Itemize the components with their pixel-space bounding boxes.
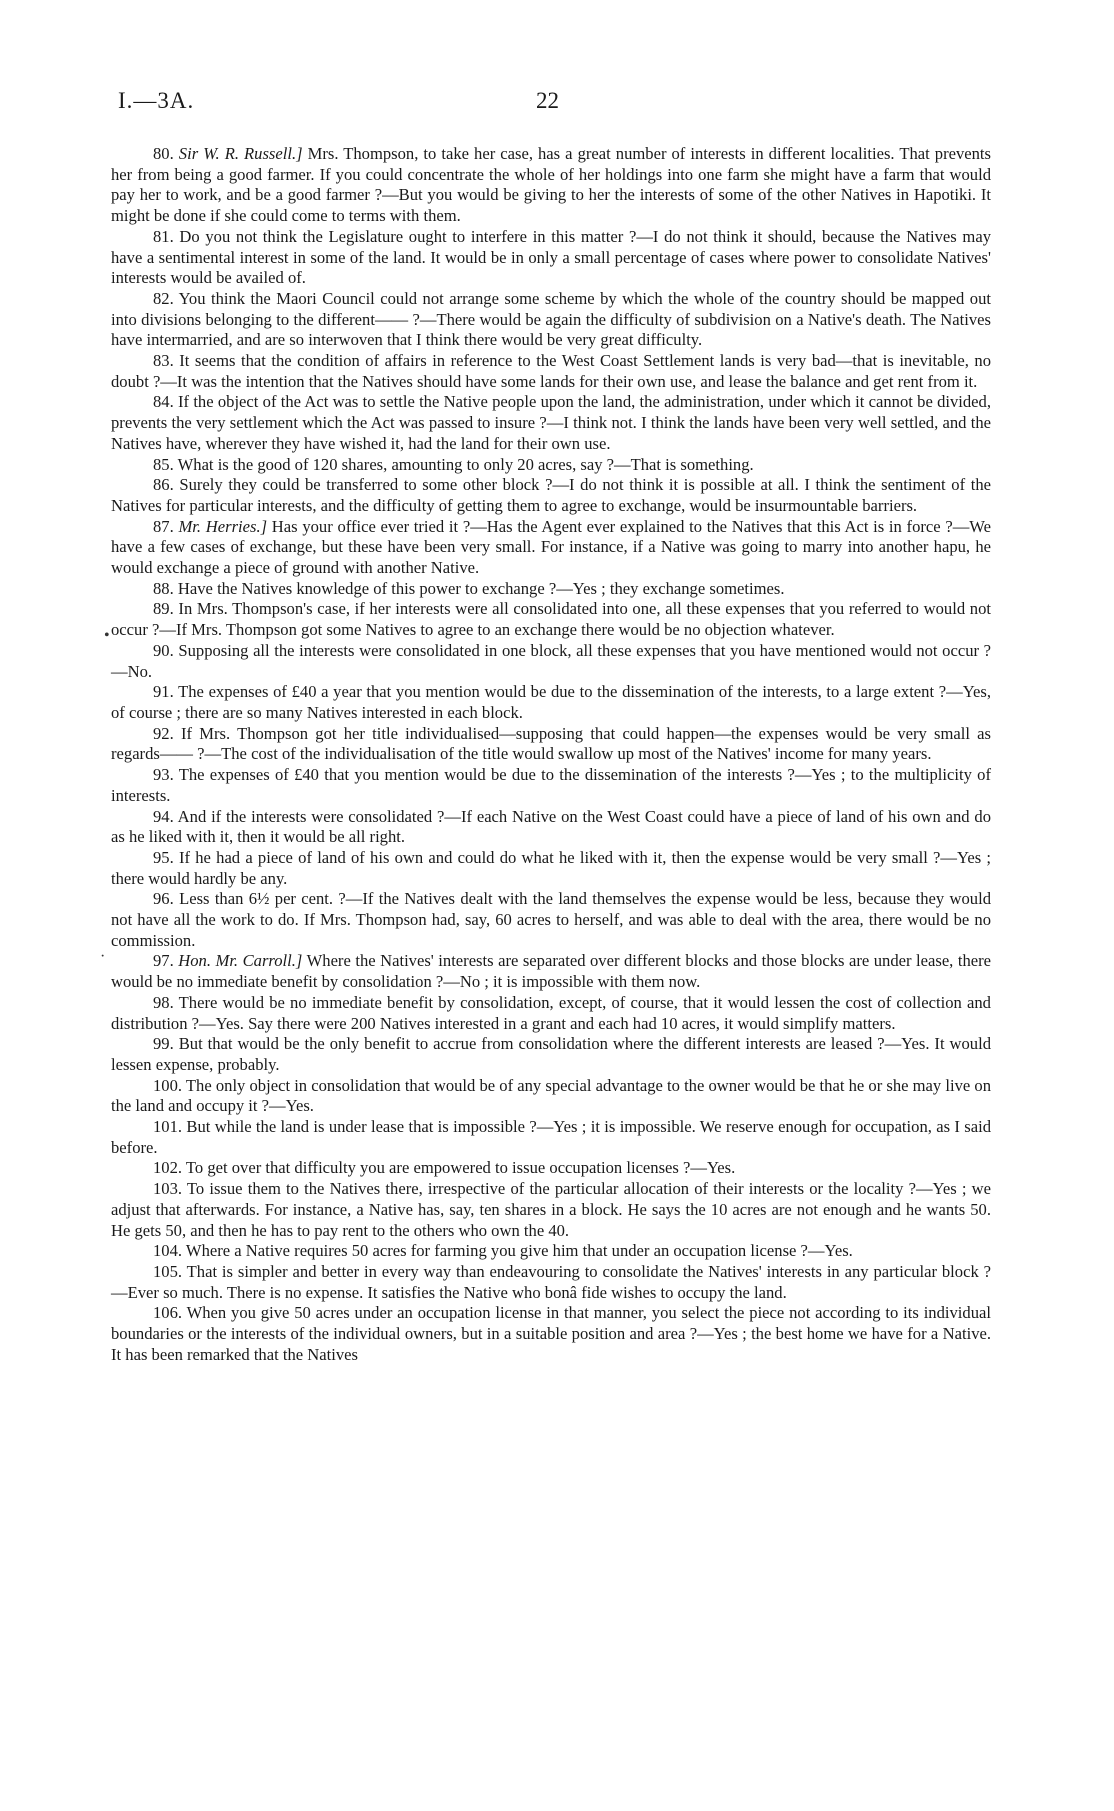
- question-number: 95.: [153, 847, 174, 867]
- question-paragraph: [111, 289, 991, 351]
- question-text: But that would be the only benefit to accrue from consolidation where the different interests are leased ?—Yes. It would lessen expense, probably.: [111, 1034, 991, 1074]
- question-text: Has your office ever tried it ?—Has the Agent ever explained to the Natives that this Act is in force ?—We have a few cases of exchange, but these have been very small. For instance, if a Native was going to marry into another hapu, he would exchange a piece of ground with another Native.: [111, 516, 991, 578]
- question-number: 88.: [153, 578, 174, 598]
- question-number: 94.: [153, 806, 174, 826]
- page-number: 22: [536, 88, 559, 113]
- question-number: 91.: [153, 682, 174, 702]
- question-paragraph: [111, 807, 991, 848]
- question-text: And if the interests were consolidated ?—If each Native on the West Coast could have a piece of land of his own and do as he liked with it, then it would be all right.: [111, 806, 992, 847]
- question-text: The only object in consolidation that would be of any special advantage to the owner would be that he or she may live on the land and occupy it ?—Yes.: [111, 1075, 991, 1116]
- speaker-name: Sir W. R. Russell.]: [178, 144, 303, 163]
- question-text: If he had a piece of land of his own and could do what he liked with it, then the expense would be very small ?—Yes ; there would hardly be any.: [111, 847, 991, 888]
- speaker-name: Mr. Herries.]: [178, 516, 268, 536]
- question-paragraph: [111, 475, 991, 516]
- document-reference: I.—3A.: [118, 88, 195, 113]
- question-text: To issue them to the Natives there, irrespective of the particular allocation of their interests or the locality ?—Yes ; we adjust that afterwards. For instance, a Native has, say, ten shares in a block. He says the 10 acres are not enough and he wants 50. He gets 50, and then he has to pay rent to the others who own the 40.: [111, 1179, 991, 1240]
- question-paragraph: [111, 599, 991, 640]
- question-text: It seems that the condition of affairs in reference to the West Coast Settlement lands is very bad—that is inevitable, no doubt ?—It was the intention that the Natives should have some lands for their own use, and lease the balance and get rent from it.: [111, 351, 991, 391]
- question-number: 98.: [153, 992, 174, 1012]
- question-number: 103.: [153, 1179, 183, 1199]
- question-number: 83.: [153, 351, 174, 371]
- question-paragraph: [111, 227, 991, 289]
- page-header: [0, 88, 1114, 118]
- question-number: 105.: [153, 1261, 183, 1281]
- question-text: If Mrs. Thompson got her title individualised—supposing that could happen—the expenses would be very small as regards—— ?—The cost of the individualisation of the title would swallow up most of the Natives' income for many years.: [111, 723, 991, 764]
- question-number: 102.: [153, 1158, 183, 1178]
- question-paragraph: [111, 579, 991, 600]
- margin-dot: ·: [100, 948, 106, 965]
- question-number: 104.: [153, 1241, 183, 1261]
- question-text: When you give 50 acres under an occupation license in that manner, you select the piece not according to its individual boundaries or the interests of the individual owners, but in a suitable position and area ?—Yes ; the best home we have for a Native. It has been remarked that the Natives: [111, 1303, 991, 1364]
- question-number: 84.: [153, 392, 174, 412]
- question-paragraph: [111, 1179, 991, 1241]
- question-paragraph: [111, 1303, 991, 1365]
- question-paragraph: [111, 1158, 991, 1179]
- question-number: 101.: [153, 1117, 183, 1137]
- question-paragraph: [111, 1117, 991, 1158]
- question-paragraph: [111, 144, 991, 227]
- question-paragraph: [111, 517, 991, 579]
- question-number: 100.: [153, 1075, 183, 1095]
- question-paragraph: [111, 765, 991, 806]
- question-number: 93.: [153, 765, 174, 785]
- question-paragraph: [111, 1076, 991, 1117]
- question-paragraph: [111, 1262, 991, 1303]
- question-number: 87.: [153, 516, 174, 536]
- question-number: 92.: [153, 723, 174, 743]
- question-paragraph: [111, 682, 991, 723]
- question-text: If the object of the Act was to settle the Native people upon the land, the administration, under which it cannot be divided, prevents the very settlement which the Act was passed to insure ?—I think not. I think the lands have been very well settled, and the Natives have, wherever they have wished it, had the land for their own use.: [111, 392, 991, 453]
- question-text: The expenses of £40 a year that you mention would be due to the dissemination of the interests, to a large extent ?—Yes, of course ; there are so many Natives interested in each block.: [111, 682, 991, 722]
- question-text: Where the Natives' interests are separated over different blocks and those blocks are under lease, there would be no immediate benefit by consolidation ?—No ; it is impossible with them now.: [111, 951, 991, 992]
- question-paragraph: [111, 351, 991, 392]
- question-number: 81.: [153, 226, 174, 246]
- question-paragraph: [111, 1241, 991, 1262]
- question-number: 90.: [153, 640, 174, 660]
- question-number: 86.: [153, 475, 174, 495]
- question-paragraph: [111, 1034, 991, 1075]
- question-number: 85.: [153, 454, 174, 474]
- question-text: There would be no immediate benefit by consolidation, except, of course, that it would lessen the cost of collection and distribution ?—Yes. Say there were 200 Natives interested in a grant and each had 10 acres, it would simplify matters.: [111, 992, 991, 1033]
- speaker-name: Hon. Mr. Carroll.]: [178, 951, 303, 971]
- question-number: 89.: [153, 599, 174, 619]
- question-paragraph: [111, 641, 991, 682]
- question-number: 80.: [153, 144, 174, 163]
- transcript-body: [111, 144, 991, 1365]
- question-text: In Mrs. Thompson's case, if her interests were all consolidated into one, all these expenses that you referred to would not occur ?—If Mrs. Thompson got some Natives to agree to an exchange there would be no objection whatever.: [111, 599, 991, 640]
- margin-dot: •: [104, 627, 110, 644]
- question-text: Less than 6½ per cent. ?—If the Natives dealt with the land themselves the expense would be less, because they would not have all the work to do. If Mrs. Thompson had, say, 60 acres to herself, and was able to deal with the area, there would be no commission.: [111, 889, 991, 950]
- question-text: The expenses of £40 that you mention would be due to the dissemination of the interests ?—Yes ; to the multiplicity of interests.: [111, 765, 991, 805]
- question-text: Have the Natives knowledge of this power to exchange ?—Yes ; they exchange sometimes.: [177, 578, 785, 598]
- question-text: Surely they could be transferred to some other block ?—I do not think it is possible at all. I think the sentiment of the Natives for particular interests, and the difficulty of getting them to agree to exchange, would be insurmountable barriers.: [111, 475, 991, 515]
- question-paragraph: [111, 848, 991, 889]
- question-text: What is the good of 120 shares, amounting to only 20 acres, say ?—That is something.: [177, 454, 754, 474]
- question-text: But while the land is under lease that is impossible ?—Yes ; it is impossible. We reserve enough for occupation, as I said before.: [111, 1117, 991, 1157]
- question-number: 99.: [153, 1034, 174, 1054]
- question-paragraph: [111, 724, 991, 765]
- question-text: Where a Native requires 50 acres for farming you give him that under an occupation license ?—Yes.: [185, 1241, 853, 1261]
- question-number: 106.: [153, 1303, 183, 1323]
- question-text: That is simpler and better in every way than endeavouring to consolidate the Natives' interests in any particular block ?—Ever so much. There is no expense. It satisfies the Native who bonâ fide wishes to occupy the land.: [111, 1261, 991, 1302]
- question-paragraph: [111, 951, 991, 992]
- question-text: You think the Maori Council could not arrange some scheme by which the whole of the country should be mapped out into divisions belonging to the different—— ?—There would be again the difficulty of subdivision on a Native's death. The Natives have intermarried, and are so interwoven that I think there would be very great difficulty.: [111, 288, 991, 350]
- question-paragraph: [111, 392, 991, 454]
- question-text: Supposing all the interests were consolidated in one block, all these expenses that you have mentioned would not occur ?—No.: [111, 640, 991, 681]
- question-number: 82.: [153, 288, 174, 308]
- question-text: To get over that difficulty you are empowered to issue occupation licenses ?—Yes.: [185, 1158, 736, 1178]
- question-text: Do you not think the Legislature ought to interfere in this matter ?—I do not think it should, because the Natives may have a sentimental interest in some of the land. It would be in only a small percentage of cases where power to consolidate Natives' interests would be availed of.: [111, 226, 991, 288]
- question-paragraph: [111, 993, 991, 1034]
- question-paragraph: [111, 455, 991, 476]
- question-text: Mrs. Thompson, to take her case, has a great number of interests in different localities. That prevents her from being a good farmer. If you could concentrate the whole of her holdings into one farm she might have a farm that would pay her to work, and be a good farmer ?—But you would be giving to her the interests of some of the other Natives in Hapotiki. It might be done if she could come to terms with them.: [111, 144, 991, 226]
- question-number: 97.: [153, 951, 174, 971]
- question-paragraph: [111, 889, 991, 951]
- question-number: 96.: [153, 889, 174, 909]
